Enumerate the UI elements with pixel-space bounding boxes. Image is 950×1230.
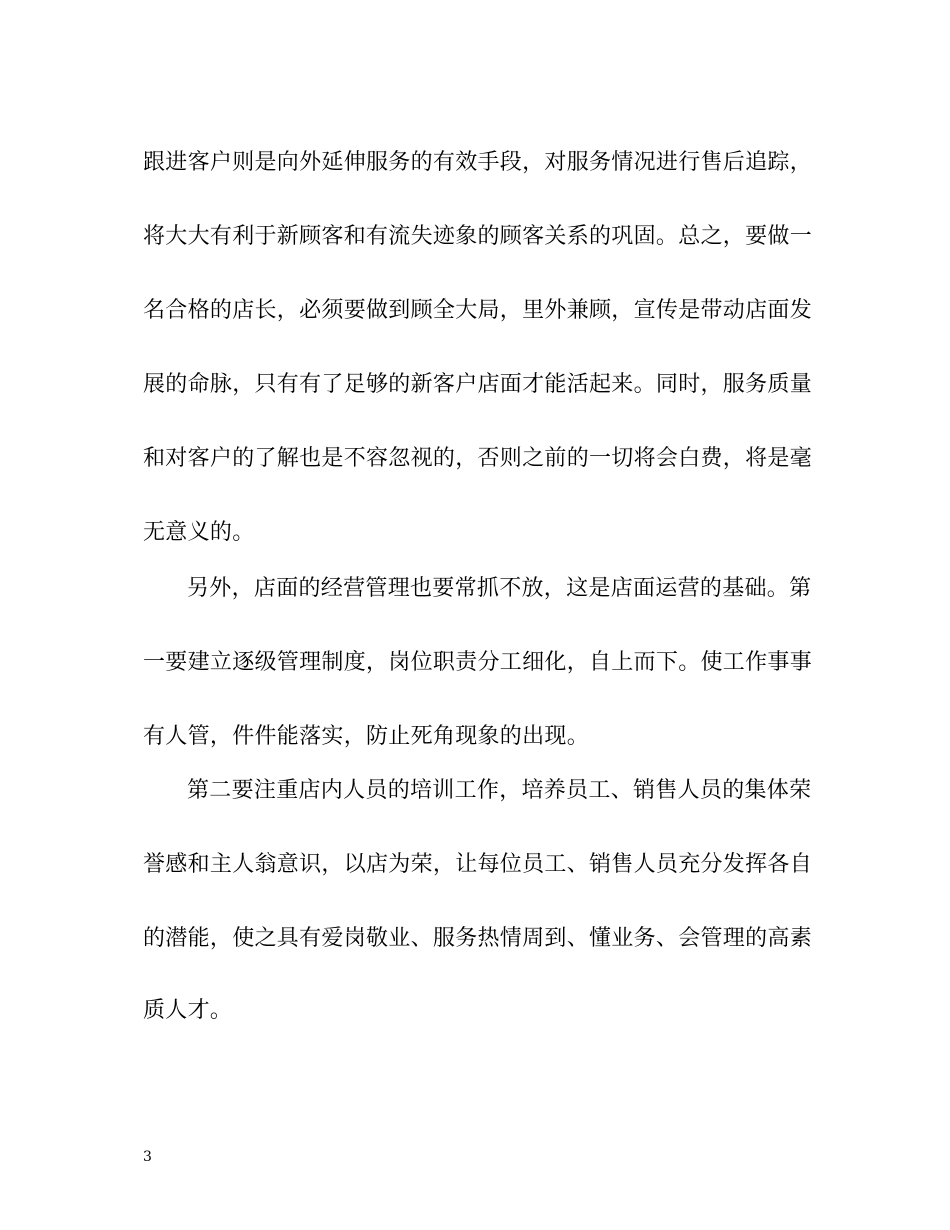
text-line: 和对客户的了解也是不容忽视的，否则之前的一切将会白费，将是毫 xyxy=(143,446,813,471)
text-line: 名合格的店长，必须要做到顾全大局，里外兼顾，宣传是带动店面发 xyxy=(143,298,813,323)
paragraph-start-line: 另外，店面的经营管理也要常抓不放，这是店面运营的基础。第 xyxy=(187,576,812,601)
text-line: 有人管，件件能落实，防止死角现象的出现。 xyxy=(143,724,590,749)
text-line: 展的命脉，只有有了足够的新客户店面才能活起来。同时，服务质量 xyxy=(143,372,813,397)
text-line: 将大大有利于新顾客和有流失迹象的顾客关系的巩固。总之，要做一 xyxy=(143,224,813,249)
paragraph-start-line: 第二要注重店内人员的培训工作，培养员工、销售人员的集体荣 xyxy=(187,778,812,803)
text-line: 无意义的。 xyxy=(143,520,255,545)
text-line: 誉感和主人翁意识，以店为荣，让每位员工、销售人员充分发挥各自 xyxy=(143,852,813,877)
text-line: 一要建立逐级管理制度，岗位职责分工细化，自上而下。使工作事事 xyxy=(143,650,813,675)
text-line: 跟进客户则是向外延伸服务的有效手段，对服务情况进行售后追踪， xyxy=(143,150,813,175)
text-line: 质人才。 xyxy=(143,998,233,1023)
page-number: 3 xyxy=(143,1149,152,1165)
text-line: 的潜能，使之具有爱岗敬业、服务热情周到、懂业务、会管理的高素 xyxy=(143,926,813,951)
